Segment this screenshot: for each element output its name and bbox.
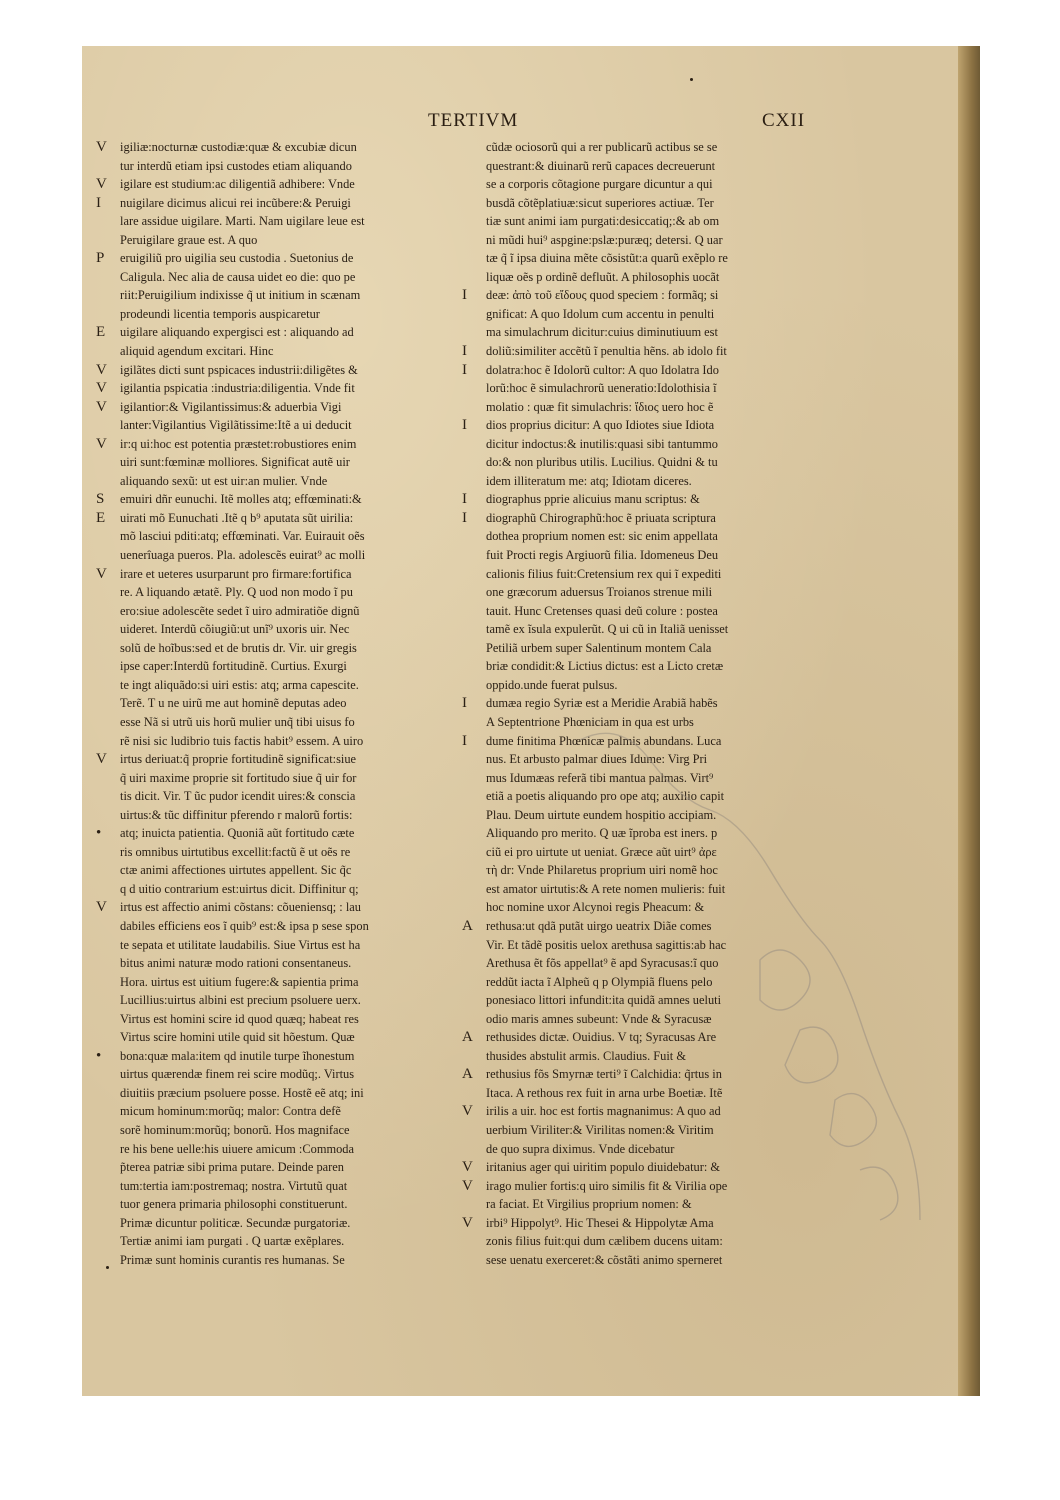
text-line [462,1065,822,1084]
line-text: Petiliã urbem super Salentinum montem Cala [486,640,712,655]
text-line [96,1084,456,1103]
initial-letter: • [96,825,102,842]
line-text: one græcorum aduersus Troianos strenue mili [486,585,713,600]
text-line [96,1102,456,1121]
line-text: liquæ oẽs p ordinẽ defluũt. A philosophis uocãt [486,269,720,284]
text-line [462,249,822,268]
text-line [462,1047,822,1066]
line-text: dothea proprium nomen est: sic enim appellata [486,529,718,544]
line-text: ra faciat. Et Virgilius proprium nomen: & [486,1197,692,1212]
text-line [462,1028,822,1047]
line-text: q d uitio contrarium est:uirtus dicit. Diffinitur q; [120,881,359,896]
line-text: riit:Peruigilium indixisse q̃ ut initium in scænam [120,288,361,303]
text-line [96,212,456,231]
text-line [462,472,822,491]
text-line [462,527,822,546]
line-text: A Septentrione Phœniciam in qua est urbs [486,714,694,729]
line-text: ma simulachrum dicitur:cuius diminutiuum est [486,325,718,340]
text-line [462,435,822,454]
line-text: dume finitima Phœnicæ palmis abundans. Luca [486,733,722,748]
text-line [462,898,822,917]
line-text: ctæ animi affectiones uirtutes appellent. Sic q̃c [120,863,352,878]
initial-letter: V [96,398,107,415]
page-header [0,110,1060,140]
text-line [96,231,456,250]
ink-dot [690,78,693,81]
text-line [96,769,456,788]
text-line [462,1158,822,1177]
line-text: calionis filius fuit:Cretensium rex qui ĩ expediti [486,566,722,581]
text-line [96,398,456,417]
line-text: micum hominum:morũq; malor: Contra defẽ [120,1104,341,1119]
line-text: nus. Et arbusto palmar diues Idume: Virg Pri [486,752,708,767]
line-text: rethusides dictæ. Ouidius. V tq; Syracusas Are [486,1030,717,1045]
text-line [96,342,456,361]
text-line [96,676,456,695]
line-text: busdã cõtẽplatiuæ:sicut superiores actiuæ. Ter [486,195,714,210]
line-text: ipse caper:Interdũ fortitudinẽ. Curtius. Exurgi [120,659,347,674]
text-line [96,527,456,546]
line-text: irare et ueteres usurparunt pro firmare:fortifica [120,566,352,581]
text-line [462,843,822,862]
right-column [462,138,822,1269]
text-line [462,880,822,899]
line-text: rẽ nisi sic ludibrio tuis factis habit⁹ essem. A uiro [120,733,364,748]
initial-letter: I [462,732,467,749]
line-text: tiæ sunt animi iam purgati:desiccatiq;:& ab om [486,214,720,229]
initial-letter: V [96,899,107,916]
text-line [96,843,456,862]
text-line [96,824,456,843]
initial-letter: I [462,491,467,508]
line-text: tum:tertia iam:postremaq; nostra. Virtutũ quat [120,1178,348,1193]
line-text: sorẽ hominum:morũq; bonorũ. Hos magnifacе [120,1122,350,1137]
initial-letter: A [462,1066,473,1083]
line-text: cũdæ ociosorũ qui a rer publicarũ actibus se se [486,140,718,154]
initial-letter: I [462,361,467,378]
line-text: igilantia pspicatia :industria:diligentia. Vnde fit [120,381,355,396]
text-line [96,1195,456,1214]
text-line [462,342,822,361]
initial-letter: P [96,250,105,267]
line-text: uiri sunt:fœminæ molliores. Significat autẽ uir [120,455,350,470]
line-text: solũ de hoĩbus:sed et de brutis dr. Vir. uir gregis [120,640,357,655]
line-text: Peruigilare graue est. A quo [120,232,258,247]
line-text: oppido.unde fuerat pulsus. [486,677,618,692]
text-line [462,583,822,602]
text-line [96,583,456,602]
line-text: ciũ ei pro uirtute ut ueniat. Græce aũt uirt⁹ ἀρε [486,844,717,859]
text-line [462,546,822,565]
text-line [462,379,822,398]
text-line [96,249,456,268]
text-line [462,1195,822,1214]
line-text: briæ condidit:& Lictius dictus: est a Licto cretæ [486,659,724,674]
text-line [96,1010,456,1029]
line-text: gnificat: A quo Idolum cum accentu in penulti [486,306,715,321]
line-text: irtus est affectio animi cõstans: cõueniensq; : lau [120,900,361,915]
initial-letter: V [96,139,107,155]
text-line [96,379,456,398]
text-line [96,546,456,565]
text-line [462,138,822,157]
initial-letter: I [96,194,101,211]
initial-letter: I [462,287,467,304]
initial-letter: V [462,1214,473,1231]
line-text: lorũ:hoc ẽ simulachrorũ ueneratio:Idolothisia ĩ [486,381,717,396]
text-line [462,157,822,176]
line-text: dicitur indoctus:& inutilis:quasi sibi tantummo [486,436,718,451]
text-line [462,1232,822,1251]
initial-letter: V [462,1159,473,1176]
line-text: mus Idumæas referã tibi mantua palmas. Virt⁹ [486,770,714,785]
line-text: iritanius ager qui uiritim populo diuidebatur: & [486,1160,721,1175]
text-line [96,490,456,509]
text-line [96,1028,456,1047]
text-line [462,490,822,509]
line-text: tauit. Hunc Cretenses quasi deũ colure : postea [486,603,718,618]
line-text: fuit Procti regis Argiuorũ filia. Idomeneus Deu [486,548,719,563]
ink-dot [106,1266,109,1269]
initial-letter: I [462,343,467,360]
line-text: esse Nã si utrũ uis horũ mulier unq̃ tibi uisus fo [120,714,355,729]
line-text: dumæa regio Syriæ est a Meridie Arabiã habẽs [486,696,718,711]
line-text: etiã a poetis aliquando pro ope atq; auxilio capit [486,789,725,804]
text-line [462,973,822,992]
line-text: diographus pprie alicuius manu scriptus: & [486,492,700,507]
line-text: rethusa:ut qdã putãt uirgo ueatrix Diãe comes [486,918,712,933]
line-text: prodeundi licentia temporis auspicaretur [120,306,320,321]
line-text: Plau. Deum uirtute eundem hospitio accipiam. [486,807,717,822]
text-line [96,898,456,917]
line-text: uenerîuaga pueros. Pla. adolescẽs euirat⁹ ac molli [120,548,366,563]
line-text: thusides abstulit armis. Claudius. Fuit & [486,1048,686,1063]
text-line [96,880,456,899]
line-text: est amator uirtutis:& A rete nomen mulieris: fuit [486,881,726,896]
line-text: mõ lasciui pditi:atq; effœminati. Var. Euirauit oẽs [120,529,365,544]
folio-number: CXII [762,110,806,131]
text-line [96,657,456,676]
text-line [462,361,822,380]
text-line [462,657,822,676]
line-text: dolatra:hoc ẽ Idolorũ cultor: A quo Idolatra Ido [486,362,719,377]
line-text: molatio : quæ fit simulachris: ἴδιος uero hoc ẽ [486,399,714,414]
initial-letter: A [462,1029,473,1046]
text-line [462,453,822,472]
text-line [96,1140,456,1159]
text-line [96,565,456,584]
text-line [96,713,456,732]
initial-letter: • [96,1047,102,1064]
line-text: uirtus:& tũc diffinitur pferendo r malorũ fortis: [120,807,353,822]
initial-letter: E [96,324,106,341]
text-line [96,936,456,955]
text-line [462,917,822,936]
book-edge [958,46,980,1396]
line-text: eruigiliũ pro uigilia seu custodia . Suetonius de [120,251,354,266]
text-line [96,954,456,973]
initial-letter: I [462,417,467,434]
text-line [96,639,456,658]
line-text: τὴ dr: Vnde Philaretus proprium uiri nomẽ hoc [486,863,718,878]
text-line [462,1214,822,1233]
text-line [96,194,456,213]
running-title: TERTIVM [428,110,519,131]
line-text: uigilare aliquando expergisci est : aliquando ad [120,325,354,340]
line-text: lare assidue uigilare. Marti. Nam uigilare leue est [120,214,365,229]
line-text: odio maris amnes subeunt: Vnde & Syracusæ [486,1011,712,1026]
line-text: diuitiis præcium psoluere posse. Hostẽ eẽ atq; ini [120,1085,364,1100]
text-line [96,787,456,806]
text-line [96,1121,456,1140]
line-text: igiliæ:nocturnæ custodiæ:quæ & excubiæ dicun [120,140,357,154]
line-text: reddũt iacta ĩ Alpheũ q p Olympiã fluens pelo [486,974,713,989]
initial-letter: V [462,1103,473,1120]
text-line [462,713,822,732]
text-line [96,138,456,157]
text-line [96,286,456,305]
text-line [96,268,456,287]
line-text: ero:siue adolescẽte sedet ĩ uiro admiratiõe dignũ [120,603,360,618]
line-text: Tertiæ animi iam purgati . Q uartæ exẽplares. [120,1234,345,1249]
initial-letter: I [462,695,467,712]
text-line [96,750,456,769]
text-line [96,806,456,825]
text-line [96,323,456,342]
line-text: emuiri dñr eunuchi. Itẽ molles atq; effœminati:& [120,492,362,507]
line-text: uirati mõ Eunuchati .Itẽ q b⁹ aputata sũt uirilia: [120,510,354,525]
line-text: irtus deriuat:q̃ proprie fortitudinẽ significat:siue [120,752,357,767]
line-text: bona:quæ mala:item qd inutile turpe ĩhonestum [120,1048,355,1063]
line-text: Itaca. A rethous rex fuit in arna urbe Boetiæ. Itẽ [486,1085,723,1100]
text-line [462,268,822,287]
line-text: Primæ dicuntur politicæ. Secundæ purgatoriæ. [120,1215,351,1230]
text-line [462,620,822,639]
line-text: ni mũdi hui⁹ aspgine:pslæ:puræq; detersi. Q uar [486,232,723,247]
text-line [96,1158,456,1177]
text-line [462,861,822,880]
line-text: ponesiaco littori infundit:ita quidã amnes ueluti [486,993,722,1008]
line-text: Caligula. Nec alia de causa uidet eo die: quo pe [120,269,356,284]
text-line [462,398,822,417]
line-text: hoc nomine uxor Alcynoi regis Pheacum: & [486,900,705,915]
line-text: aliquando sexũ: ut est uir:an mulier. Vnde [120,473,328,488]
text-line [96,509,456,528]
text-line [96,861,456,880]
text-line [462,1102,822,1121]
line-text: uideret. Interdũ cõiugiũ:ut unĩ⁹ uxoris uir. Nec [120,622,350,637]
text-line [96,1177,456,1196]
text-line [96,1047,456,1066]
line-text: se a corporis cõtagione purgare dicuntur a qui [486,177,713,192]
line-text: re. A liquando ætatẽ. Ply. Q uod non modo ĩ pu [120,585,353,600]
line-text: questrant:& diuinarũ rerũ capaces decreuerunt [486,158,716,173]
line-text: te ingt aliquãdo:si uiri estis: atq; arma capescite. [120,677,359,692]
text-line [462,1121,822,1140]
line-text: Primæ sunt hominis curantis res humanas. Se [120,1252,345,1267]
line-text: Aliquando pro merito. Q uæ ĩproba est iners. p [486,826,718,841]
text-line [462,639,822,658]
text-line [462,1084,822,1103]
text-line [462,676,822,695]
text-line [96,602,456,621]
line-text: Virtus est homini scire id quod quæq; habeat res [120,1011,359,1026]
line-text: do:& non pluribus utilis. Lucilius. Quidni & tu [486,455,718,470]
text-line [462,565,822,584]
initial-letter: E [96,509,106,526]
text-line [96,435,456,454]
text-line [96,732,456,751]
line-text: doliũ:similiter accẽtũ ĩ penultia hẽns. ab idolo fit [486,344,727,359]
text-line [96,361,456,380]
initial-letter: V [96,435,107,452]
line-text: idem illiteratum me: atq; Idiotam diceres. [486,473,692,488]
line-text: Terẽ. T u ne uirũ me aut hominẽ deputas adeo [120,696,347,711]
text-line [462,231,822,250]
line-text: ir:q ui:hoc est potentia præstet:robustiores enim [120,436,357,451]
initial-letter: I [462,509,467,526]
text-line [462,769,822,788]
line-text: rethusius fõs Smyrnæ terti⁹ ĩ Calchidia: q̃rtus in [486,1067,722,1082]
text-line [96,1214,456,1233]
line-text: nuigilare dicimus alicui rei incũbere:& Peruigi [120,195,351,210]
text-line [462,750,822,769]
line-text: irbi⁹ Hippolyt⁹. Hic Thesei & Hippolytæ Ama [486,1215,714,1230]
initial-letter: V [96,565,107,582]
text-line [96,472,456,491]
line-text: igilare est studium:ac diligentiã adhibere: Vnde [120,177,355,192]
line-text: igilãtes dicti sunt pspicaces industrii:diligẽtes & [120,362,358,377]
text-line [462,954,822,973]
text-line [96,453,456,472]
line-text: diographũ Chirographũ:hoc ẽ priuata scriptura [486,510,716,525]
line-text: zonis filius fuit:qui dum cælibem ducens uitam: [486,1234,723,1249]
text-line [96,416,456,435]
text-line [462,1177,822,1196]
line-text: Virtus scire homini utile quid sit hõestum. Quæ [120,1030,355,1045]
text-line [462,323,822,342]
line-text: tæ q̃ ĩ ipsa diuina mẽte cõsistũt:a quarũ exẽplo re [486,251,728,266]
line-text: q̃ uiri maxime proprie sit fortitudo siue q̃ uir for [120,770,357,785]
line-text: bitus animi naturæ modo rationi consentaneus. [120,956,352,971]
line-text: tis dicit. Vir. T ũc pudor icendit uires:& conscia [120,789,356,804]
line-text: aliquid agendum excitari. Hinc [120,344,274,359]
line-text: te sepata et utilitate laudabilis. Siue Virtus est ha [120,937,361,952]
line-text: tuor genera primaria philosophi constituerunt. [120,1197,348,1212]
text-line [462,787,822,806]
initial-letter: S [96,491,105,508]
left-column [96,138,456,1269]
initial-letter: A [462,917,473,934]
line-text: dios proprius dicitur: A quo Idiotes siue Idiota [486,418,715,433]
text-line [462,991,822,1010]
line-text: dabiles efficiens eos ĩ quib⁹ est:& ipsa p sese spon [120,918,369,933]
line-text: uirtus quærendæ finem rei scire modũq;. Virtus [120,1067,355,1082]
text-line [96,620,456,639]
initial-letter: V [96,176,107,193]
text-line [462,1010,822,1029]
text-line [96,991,456,1010]
text-line [462,286,822,305]
text-line [96,694,456,713]
text-line [462,305,822,324]
text-line [462,175,822,194]
text-line [96,175,456,194]
line-text: Arethusa ẽt fõs appellat⁹ ẽ apd Syracusas:ĩ quo [486,956,719,971]
line-text: Hora. uirtus est uitium fugere:& sapientia prima [120,974,359,989]
text-line [96,1065,456,1084]
text-line [96,1232,456,1251]
text-line [462,212,822,231]
text-line [462,732,822,751]
line-text: lanter:Vigilantius Vigilãtissime:Itẽ a ui deducit [120,418,352,433]
initial-letter: V [96,751,107,768]
line-text: sese uenatu exerceret:& cõstãti animo sperneret [486,1252,723,1267]
text-line [96,157,456,176]
line-text: atq; inuicta patientia. Quoniã aũt fortitudo cæte [120,826,355,841]
line-text: irilis a uir. hoc est fortis magnanimus: A quo ad [486,1104,721,1119]
line-text: Vir. Et tãdẽ positis uelox arethusa sagittis:ab hac [486,937,727,952]
text-line [96,305,456,324]
text-line [462,936,822,955]
text-line [462,602,822,621]
line-text: Lucillius:uirtus albini est precium psoluere uerx. [120,993,361,1008]
text-line [462,694,822,713]
initial-letter: V [96,380,107,397]
line-text: igilantior:& Vigilantissimus:& aduerbia Vigi [120,399,342,414]
line-text: ris omnibus uirtutibus excellit:factũ ẽ ut oẽs re [120,844,351,859]
line-text: re his bene uelle:his uiuere amicum :Commoda [120,1141,354,1156]
text-line [462,509,822,528]
line-text: uerbium Viriliter:& Virilitas nomen:& Viritim [486,1122,714,1137]
text-line [462,416,822,435]
text-line [96,973,456,992]
text-line [96,917,456,936]
text-line [462,824,822,843]
line-text: tur interdũ etiam ipsi custodes etiam aliquando [120,158,352,173]
line-text: irago mulier fortis:q uiro similis fit & Virilia ope [486,1178,728,1193]
text-line [96,1251,456,1270]
line-text: deæ: ἀπὸ τοῦ εἴδους quod speciem : formãq; si [486,288,719,303]
initial-letter: V [462,1177,473,1194]
line-text: de quo supra diximus. Vnde dicebatur [486,1141,675,1156]
text-line [462,806,822,825]
text-line [462,1140,822,1159]
text-line [462,194,822,213]
line-text: tamẽ ex ĩsula expulerũt. Q ui cũ in Italiã uenisset [486,622,729,637]
initial-letter: V [96,361,107,378]
line-text: p̃terea patriæ sibi prima putare. Deinde paren [120,1160,344,1175]
text-line [462,1251,822,1270]
